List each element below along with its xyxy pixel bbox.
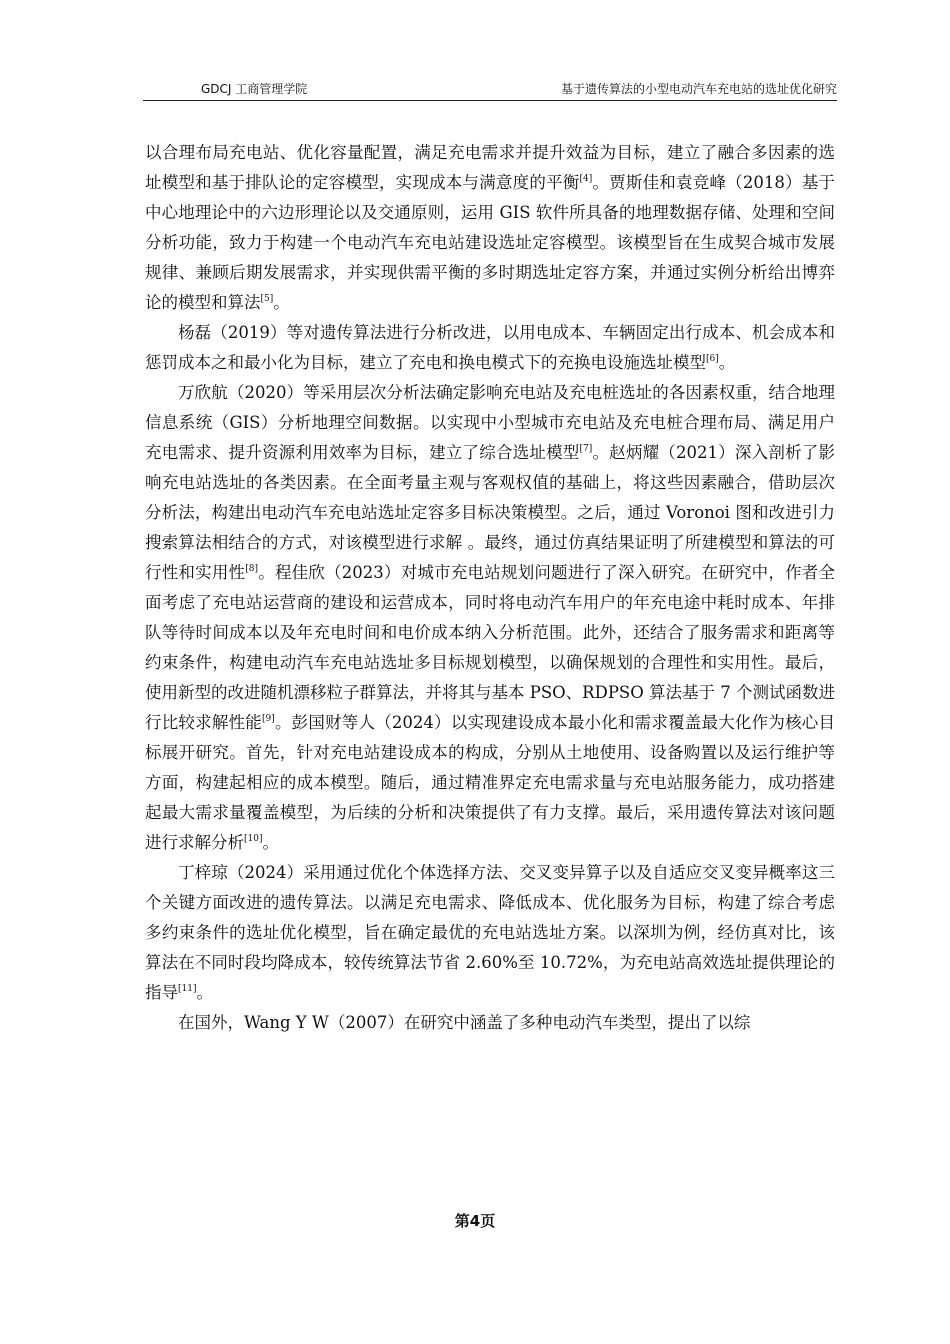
text-run: 。贾斯佳和袁竞峰（2018）基于中心地理论中的六边形理论以及交通原则，运用 GIS 软件所具备的地理数据存储、处理和空间分析功能，致力于构建一个电动汽车充电站建设选址定容模型。该模型旨在生成契合城市发展规律、兼顾后期发展需求，并实现供需平衡的多时期选址定容方案，并通过实例分析给出博弈论的模型和算法	[145, 173, 835, 312]
running-header	[143, 78, 837, 101]
text-run: 万欣航（2020）等采用层次分析法确定影响充电站及充电桩选址的各因素权重，结合地理信息系统（GIS）分析地理空间数据。以实现中小型城市充电站及充电桩合理布局、满足用户充电需求、提升资源利用效率为目标，建立了综合选址模型	[145, 383, 835, 462]
paragraph	[145, 138, 835, 318]
text-run: 。程佳欣（2023）对城市充电站规划问题进行了深入研究。在研究中，作者全面考虑了充电站运营商的建设和运营成本，同时将电动汽车用户的年充电途中耗时成本、年排队等待时间成本以及年充电时间和电价成本纳入分析范围。此外，还结合了服务需求和距离等约束条件，构建电动汽车充电站选址多目标规划模型，以确保规划的合理性和实用性。最后，使用新型的改进随机漂移粒子群算法，并将其与基本 PSO、RDPSO 算法基于 7 个测试函数进行比较求解性能	[145, 563, 836, 732]
header-title: 基于遗传算法的小型电动汽车充电站的选址优化研究	[560, 82, 837, 96]
text-run: 丁梓琼（2024）采用通过优化个体选择方法、交叉变异算子以及自适应交叉变异概率这三个关键方面改进的遗传算法。以满足充电需求、降低成本、优化服务为目标，构建了综合考虑多约束条件的选址优化模型，旨在确定最优的充电站选址方案。以深圳为例，经仿真对比，该算法在不同时段均降成本，较传统算法节省 2.60%至 10.72%，为充电站高效选址提供理论的指导	[145, 863, 835, 1002]
citation: [8]	[245, 564, 259, 574]
text-run: 杨磊（2019）等对遗传算法进行分析改进，以用电成本、车辆固定出行成本、机会成本和惩罚成本之和最小化为目标，建立了充电和换电模式下的充换电设施选址模型	[145, 323, 835, 372]
citation: [9]	[261, 714, 275, 724]
text-run: 。	[262, 833, 279, 852]
text-run: 以合理布局充电站、优化容量配置，满足充电需求并提升效益为目标，建立了融合多因素的选址模型和基于排队论的定容模型，实现成本与满意度的平衡	[145, 143, 835, 192]
text-run: 。赵炳耀（2021）深入剖析了影响充电站选址的各类因素。在全面考量主观与客观权值的基础上，将这些因素融合，借助层次分析法，构建出电动汽车充电站选址定容多目标决策模型。之后，通过 Voronoi 图和改进引力搜索算法相结合的方式，对该模型进行求解 。最终，通过仿真结果证明了所建模型和算法的可行性和实用性	[145, 443, 835, 582]
citation: [11]	[178, 984, 197, 994]
text-run: 在国外，Wang Y W（2007）在研究中涵盖了多种电动汽车类型，提出了以综	[178, 1013, 751, 1032]
paragraph	[145, 858, 835, 1008]
text-run: 。彭国财等人（2024）以实现建设成本最小化和需求覆盖最大化作为核心目标展开研究。首先，针对充电站建设成本的构成，分别从土地使用、设备购置以及运行维护等方面，构建起相应的成本模型。随后，通过精准界定充电需求量与充电站服务能力，成功搭建起最大需求量覆盖模型，为后续的分析和决策提供了有力支撑。最后，采用遗传算法对该问题进行求解分析	[145, 713, 835, 852]
citation: [6]	[706, 354, 719, 364]
body-text	[145, 138, 835, 1038]
citation: [10]	[244, 834, 263, 844]
page-number: 第4页	[454, 1212, 496, 1230]
paragraph	[145, 318, 835, 378]
citation: [4]	[579, 174, 593, 184]
text-run: 。	[273, 293, 290, 312]
paragraph	[145, 378, 835, 858]
text-run: 。	[196, 983, 213, 1002]
paragraph	[145, 1008, 835, 1038]
citation: [5]	[260, 294, 274, 304]
header-institution: GDCJ 工商管理学院	[201, 82, 308, 96]
text-run: 。	[718, 353, 736, 372]
citation: [7]	[579, 444, 593, 454]
